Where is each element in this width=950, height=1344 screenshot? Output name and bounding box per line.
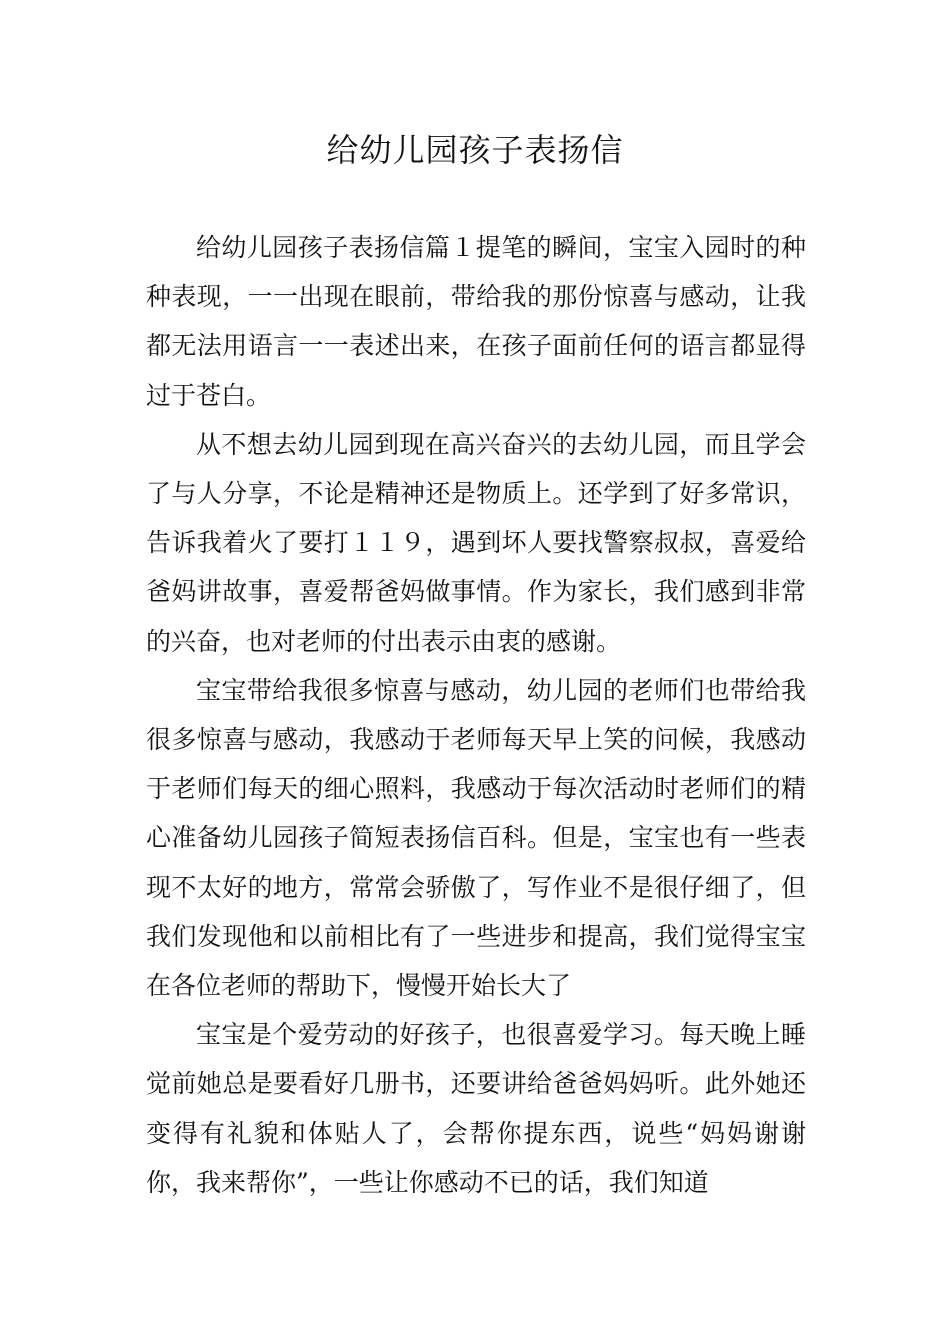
document-body: [146, 223, 806, 1207]
document-title: 给幼儿园孩子表扬信: [326, 131, 624, 169]
paragraph-2: 从不想去幼儿园到现在高兴奋兴的去幼儿园，而且学会了与人分享，不论是精神还是物质上。还学到了好多常识，告诉我着火了要打１１９，遇到坏人要找警察叔叔，喜爱给爸妈讲故事，喜爱帮爸妈做事情。作为家长，我们感到非常的兴奋，也对老师的付出表示由衷的感谢。: [146, 429, 806, 656]
paragraph-1: 给幼儿园孩子表扬信篇１提笔的瞬间，宝宝入园时的种种表现，一一出现在眼前，带给我的那份惊喜与感动，让我都无法用语言一一表述出来，在孩子面前任何的语言都显得过于苍白。: [146, 233, 806, 410]
paragraph-4: 宝宝是个爱劳动的好孩子，也很喜爱学习。每天晚上睡觉前她总是要看好几册书，还要讲给爸爸妈妈听。此外她还变得有礼貌和体贴人了，会帮你提东西，说些“妈妈谢谢你，我来帮你”，一些让你感动不已的话，我们知道: [146, 1020, 806, 1197]
paragraph-3: 宝宝带给我很多惊喜与感动，幼儿园的老师们也带给我很多惊喜与感动，我感动于老师每天早上笑的问候，我感动于老师们每天的细心照料，我感动于每次活动时老师们的精心准备幼儿园孩子简短表扬信百科。但是，宝宝也有一些表现不太好的地方，常常会骄傲了，写作业不是很仔细了，但我们发现他和以前相比有了一些进步和提高，我们觉得宝宝在各位老师的帮助下，慢慢开始长大了: [146, 675, 806, 1001]
